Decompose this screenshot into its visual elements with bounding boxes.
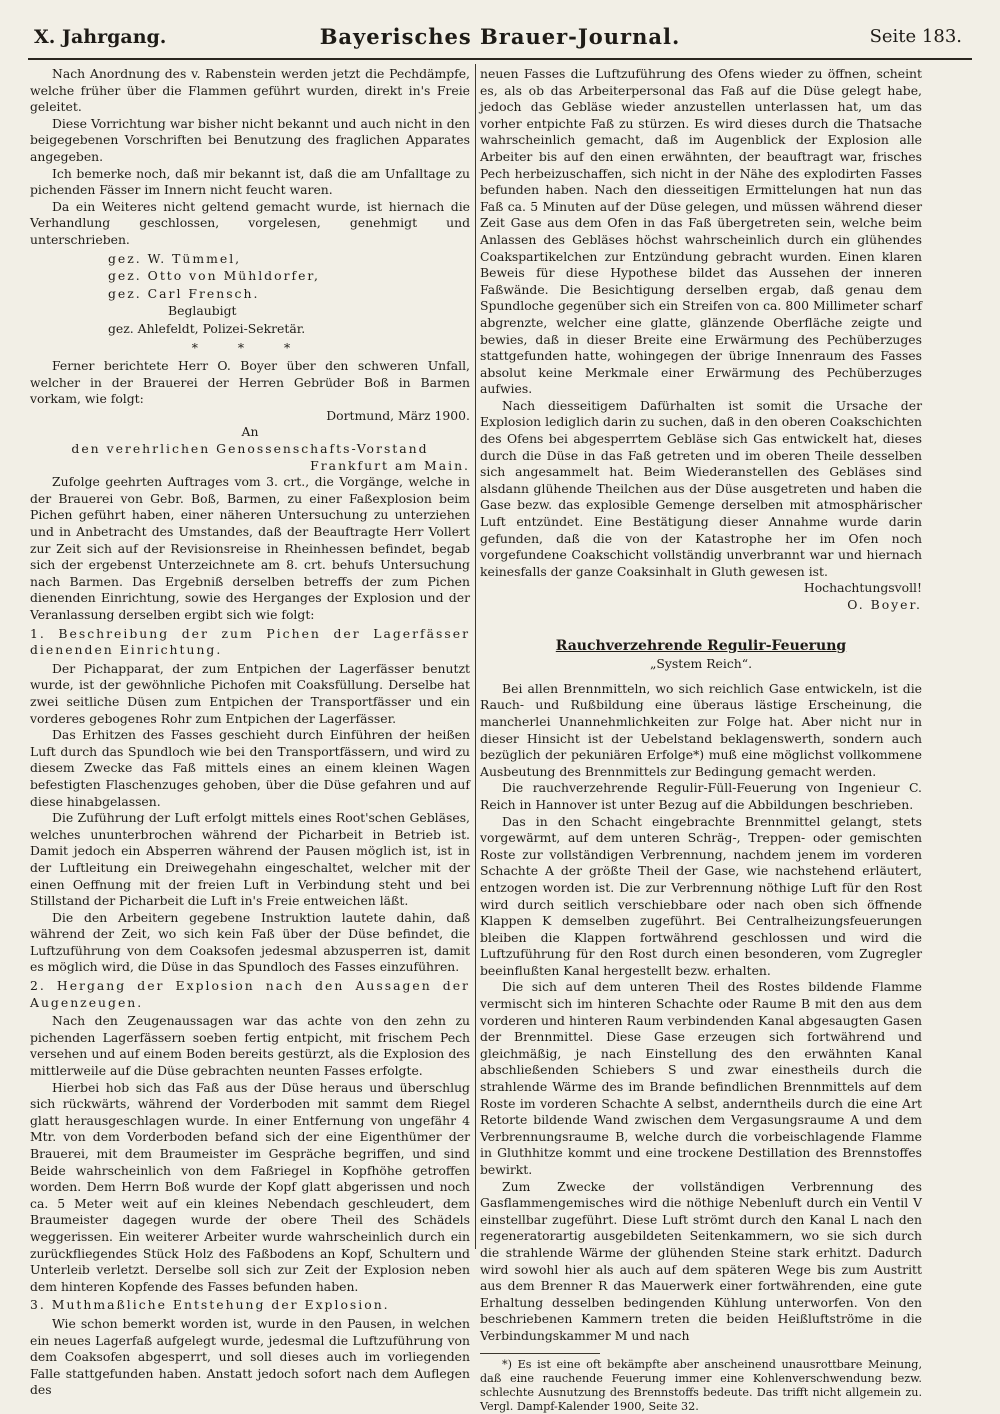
closing: Hochachtungsvoll! [803,580,922,596]
paragraph: Das in den Schacht eingebrachte Brennmittel gelangt, stets vorgewärmt, auf dem unteren Schräg-, Treppen- oder gemischten Roste zur vollständigen Verbrennung, nachdem jenem im vorderen Schachte A der größte Theil der Gase, wie nachstehend erläutert, entzogen worden ist. Die zur Verbrennung nöthige Luft für den Rost wird durch seitlich verschiebbare oder nach oben sich öffnende Klappen K demselben zugeführt. Bei Centralheizungsfeuerungen bleiben die Klappen fortwährend geschlossen und wird die Luftzuführung für den Rost durch einen besonderen, vom Zugregler beeinflußten Kanal hergestellt bezw. erhalten. [480,813,922,978]
section-stars: * * * [191,339,309,355]
right-column [480,66,922,1414]
paragraph: Nach Anordnung des v. Rabenstein werden jetzt die Pechdämpfe, welche früher über die Flammen geführt wurden, direkt in's Freie geleitet. [30,66,470,115]
paragraph: Hierbei hob sich das Faß aus der Düse heraus und überschlug sich rückwärts, während der Vorderboden mit sammt dem Riegel glatt herausgeschlagen wurde. In einer Entfernung von ungefähr 4 Mtr. von dem Vorderboden befand sich der eine Eigenthümer der Brauerei, mit dem Braumeister im Gespräche begriffen, und sind Beide wahrscheinlich von dem Faßriegel in Kopfhöhe getroffen worden. Dem Herrn Boß wurde der Kopf glatt abgerissen und noch ca. 5 Meter weit auf ein kleines Nebendach geschleudert, dem Braumeister dagegen wurde der obere Theil des Schädels weggerissen. Ein weiterer Arbeiter wurde wahrscheinlich durch ein zurückfliegendes Stück Holz des Faßbodens an Kopf, Schultern und Unterleib verletzt. Derselbe soll sich zur Zeit der Explosion neben dem hinteren Kopfende des Fasses befunden haben. [30,1079,470,1294]
page-header [28,22,972,60]
volume-label: X. Jahrgang. [34,26,167,48]
signature-block [108,251,470,338]
section-subtitle: „System Reich“. [649,656,753,672]
page-number: Seite 183. [869,26,962,47]
paragraph: Diese Vorrichtung war bisher nicht bekannt und auch nicht in den beigegebenen Vorschriften bei Benutzung des fraglichen Apparates angegeben. [30,115,470,164]
signature-line: Beglaubigt [168,303,237,319]
paragraph: Die sich auf dem unteren Theil des Rostes bildende Flamme vermischt sich im hinteren Schachte oder Raume B mit den aus dem vorderen und hinteren Raum verbindenden Kanal abgesaugten Gasen der Brennmittel. Diese Gase erzeugen sich fortwährend und gleichmäßig, je nach Einstellung des den erwähnten Kanal abschließenden Schiebers S und zwar einestheils durch die strahlende Wärme des im Brande befindlichen Brennmittels auf dem Roste im vorderen Schachte A selbst, anderntheils durch die eine Art Retorte bildende Wand zwischen dem Vergasungsraume A und dem Verbrennungsraume B, welche durch die vorbeischlagende Flamme in Gluthhitze kommt und eine trockene Destillation des Brennstoffes bewirkt. [480,979,922,1177]
address-line: den verehrlichen Genossenschafts-Vorstand [71,441,429,457]
paragraph: Bei allen Brennmitteln, wo sich reichlich Gase entwickeln, ist die Rauch- und Rußbildung eine überaus lästige Erscheinung, die mancherlei Unannehmlichkeiten zur Folge hat. Aber nicht nur in dieser Hinsicht ist der Uebelstand beklagenswerth, sondern auch bezüglich der pekuniären Erfolge*) muß eine möglichst vollkommene Ausbeutung des Brennmittels zur Bedingung gemacht werden. [480,680,922,779]
signature-line: gez. Otto von Mühldorfer, [108,268,320,284]
paragraph: Ich bemerke noch, daß mir bekannt ist, daß die am Unfalltage zu pichenden Fässer im Innern nicht feucht waren. [30,165,470,198]
place-date: Dortmund, März 1900. [326,407,470,423]
footnote-rule [480,1353,600,1354]
journal-title: Bayerisches Brauer-Journal. [319,24,681,49]
paragraph: Die Zuführung der Luft erfolgt mittels eines Root'schen Gebläses, welches ununterbrochen während der Picharbeit in Betrieb ist. Damit jedoch ein Absperren während der Pausen möglich ist, ist in der Luftleitung ein Dreiwegehahn eingeschaltet, welcher mit der einen Oeffnung mit der freien Luft in Verbindung steht und bei Stillstand der Picharbeit die Luft in's Freie entweichen läßt. [30,810,470,909]
section-title: Rauchverzehrende Regulir-Feuerung [555,637,847,654]
paragraph: Da ein Weiteres nicht geltend gemacht wurde, ist hiernach die Verhandlung geschlossen, vorgelesen, genehmigt und unterschrieben. [30,198,470,247]
paragraph: Nach diesseitigem Dafürhalten ist somit die Ursache der Explosion lediglich darin zu suchen, daß in den oberen Coakschichten des Ofens bei abgesperrtem Gebläse sich Gas entwickelt hat, dieses durch die Düse in das Faß getreten und im oberen Theile desselben sich angesammelt hat. Beim Wiederanstellen des Gebläses sind alsdann glühende Theilchen aus der Düse ausgetreten und haben die Gase bezw. das explosible Gemenge derselben mit atmosphärischer Luft entzündet. Eine Bestätigung dieser Annahme wurde darin gefunden, daß die von der Katastrophe her im Ofen noch vorgefundene Coakschicht vollständig unverbrannt war und hiernach keinesfalls der ganze Coaksinhalt in Gluth gewesen ist. [480,397,922,579]
numbered-heading: 2. Hergang der Explosion nach den Aussagen der Augenzeugen. [30,978,470,1010]
paragraph: Der Pichapparat, der zum Entpichen der Lagerfässer benutzt wurde, ist der gewöhnliche Pichofen mit Coaksfüllung. Derselbe hat zwei seitliche Düsen zum Entpichen der Transportfässer und ein vorderes gebogenes Rohr zum Entpichen der Lagerfässer. [30,660,470,726]
paragraph: Zufolge geehrten Auftrages vom 3. crt., die Vorgänge, welche in der Brauerei von Gebr. Boß, Barmen, zu einer Faßexplosion beim Pichen geführt haben, einer näheren Untersuchung zu unterziehen und in Anbetracht des Umstandes, daß der Beauftragte Herr Vollert zur Zeit sich auf der Revisionsreise in Rheinhessen befindet, begab sich der ergebenst Unterzeichnete am 8. crt. behufs Untersuchung nach Barmen. Das Ergebniß derselben betreffs der zum Pichen dienenden Einrichtung, sowie des Herganges der Explosion und der Veranlassung derselben ergibt sich wie folgt: [30,474,470,622]
numbered-heading: 3. Muthmaßliche Entstehung der Explosion. [30,1297,390,1313]
paragraph: Die den Arbeitern gegebene Instruktion lautete dahin, daß während der Zeit, wo sich kein Faß über der Düse befindet, die Luftzuführung von dem Coaksofen jedesmal abzusperren ist, damit es möglich wird, die Düse in das Spundloch des Fasses einzuführen. [30,909,470,975]
address-line: Frankfurt am Main. [310,457,470,473]
left-column [30,66,470,1399]
numbered-heading: 1. Beschreibung der zum Pichen der Lagerfässer dienenden Einrichtung. [30,625,470,658]
signature-line: gez. Carl Frensch. [108,285,260,301]
signature-line: gez. W. Tümmel, [108,250,242,266]
paragraph: Wie schon bemerkt worden ist, wurde in den Pausen, in welchen ein neues Lagerfaß aufgelegt wurde, jedesmal die Luftzuführung von dem Coaksofen abgesperrt, und soll dieses auch im vorliegenden Falle stattgefunden haben. Anstatt jedoch sofort nach dem Auflegen des [30,1315,470,1398]
column-divider [475,64,476,1249]
signer: O. Boyer. [847,597,922,612]
paragraph: Zum Zwecke der vollständigen Verbrennung des Gasflammengemisches wird die nöthige Nebenluft durch ein Ventil V einstellbar zugeführt. Diese Luft strömt durch den Kanal L nach den regeneratorartig ausgebildeten Seitenkammern, wo sie sich durch die strahlende Wärme der glühenden Steine stark erhitzt. Dadurch wird sowohl hier als auch auf dem späteren Wege bis zum Austritt aus dem Brenner R das Mauerwerk einer fortwährenden, eine gute Erhaltung desselben bedingenden Kühlung unterworfen. Von den beschriebenen Kammern treten die beiden Heißluftströme in die Verbindungskammer M und nach [480,1178,922,1343]
footnote: *) Es ist eine oft bekämpfte aber anscheinend unausrottbare Meinung, daß eine rauchende Feuerung immer eine Kohlenverschwendung bezw. schlechte Ausnutzung des Brennstoffs bedeute. Das trifft nicht allgemein zu. Vergl. Dampf-Kalender 1900, Seite 32. [480,1357,922,1414]
paragraph: Nach den Zeugenaussagen war das achte von den zehn zu pichenden Lagerfässern soeben fertig entpicht, mit frischem Pech versehen und auf einem Boden bereits gestürzt, als die Explosion des mittlerweile auf die Düse gebrachten neunten Fasses erfolgte. [30,1013,470,1079]
paragraph: Das Erhitzen des Fasses geschieht durch Einführen der heißen Luft durch das Spundloch wie bei den Transportfässern, und wird zu diesem Zwecke das Faß mittels eines an einem kleinen Wagen befestigten Flaschenzuges gehoben, über die Düse gefahren und auf diese hinabgelassen. [30,727,470,809]
paragraph: neuen Fasses die Luftzuführung des Ofens wieder zu öffnen, scheint es, als ob das Arbeiterpersonal das Faß auf die Düse gelegt habe, jedoch das Gebläse wieder anzustellen unterlassen hat, um das vorher entpichte Faß zu stürzen. Es wird dieses durch die Thatsache wahrscheinlich gemacht, daß im Augenblick der Explosion alle Arbeiter bis auf den einen erwähnten, der beauftragt war, frisches Pech herbeizuschaffen, sich nicht in der Nähe des explodirten Fasses befunden haben. Nach den diesseitigen Ermittelungen hat nun das Faß ca. 5 Minuten auf der Düse gelegen, und müssen während dieser Zeit Gase aus dem Ofen in das Faß übergetreten sein, welche beim Anlassen des Gebläses höchst wahrscheinlich durch ein glühendes Coakspartikelchen zur Entzündung gebracht wurden. Einen klaren Beweis für diese Hypothese bildet das Aussehen der inneren Faßwände. Die Besichtigung derselben ergab, daß genau dem Spundloche gegenüber sich ein Streifen von ca. 800 Millimeter scharf abgrenzte, welcher eine glatte, glänzende Oberfläche zeigte und bewies, daß in dieser Breite eine Erwärmung des Pechüberzuges stattgefunden hatte, wohingegen der übrige Innenraum des Fasses absolut keine Merkmale einer Erwärmung des Pechüberzuges aufwies. [480,66,922,397]
signature-line: gez. Ahlefeldt, Polizei-Sekretär. [108,320,306,336]
paragraph: Die rauchverzehrende Regulir-Füll-Feuerung von Ingenieur C. Reich in Hannover ist unter Bezug auf die Abbildungen beschrieben. [480,780,922,812]
address-line: An [241,424,259,440]
paragraph: Ferner berichtete Herr O. Boyer über den schweren Unfall, welcher in der Brauerei der Herren Gebrüder Boß in Barmen vorkam, wie folgt: [30,358,470,407]
